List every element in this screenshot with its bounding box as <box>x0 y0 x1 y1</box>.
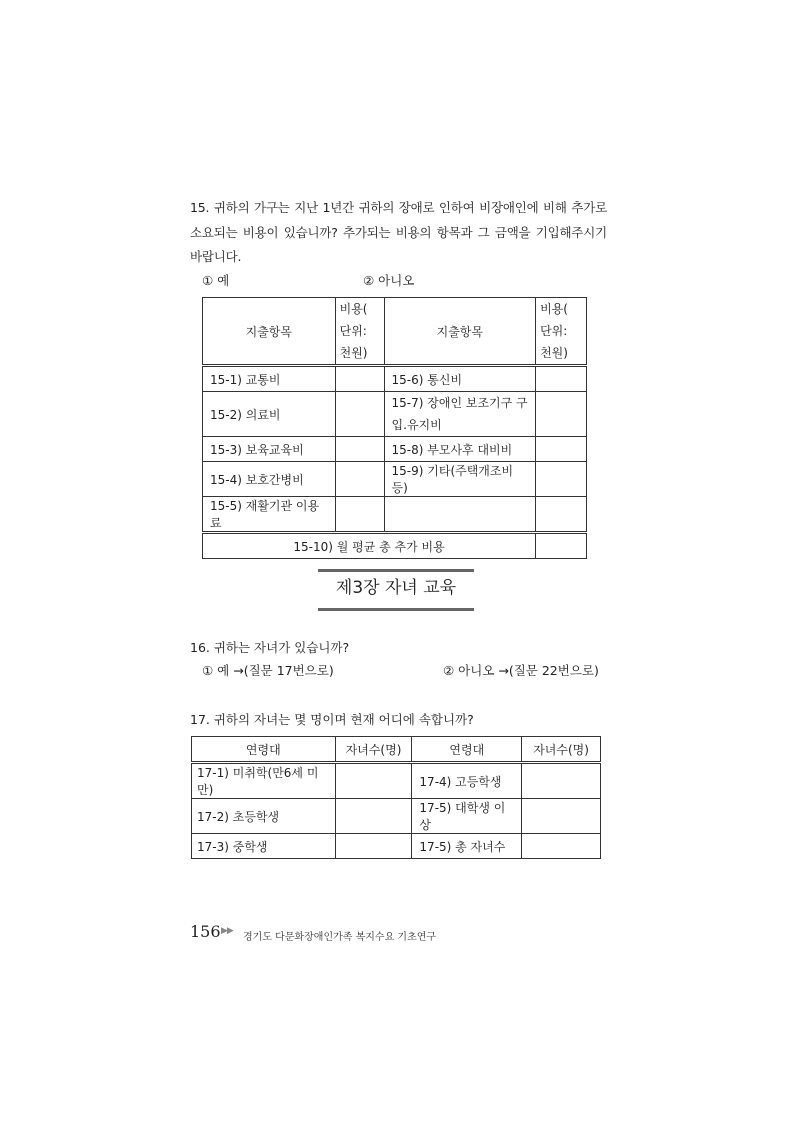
question-16-text: 16. 귀하는 자녀가 있습니까? <box>190 640 350 655</box>
column-header-count: 자녀수(명) <box>522 737 601 763</box>
age-group-label: 17-3) 중학생 <box>192 834 336 859</box>
q15-option-no[interactable]: ② 아니오 <box>363 273 415 288</box>
page-number: 156 <box>190 922 221 941</box>
count-input-cell[interactable] <box>335 799 412 834</box>
age-group-label: 17-1) 미취학(만6세 미만) <box>192 763 336 799</box>
column-header-count: 자녀수(명) <box>335 737 412 763</box>
column-header-cost: 비용( 단위: 천원) <box>335 298 384 366</box>
count-input-cell[interactable] <box>335 834 412 859</box>
column-header-age: 연령대 <box>412 737 522 763</box>
cost-input-cell[interactable] <box>536 437 587 462</box>
count-input-cell[interactable] <box>335 763 412 799</box>
table-row <box>192 834 601 859</box>
count-input-cell[interactable] <box>522 834 601 859</box>
table-row <box>192 799 601 834</box>
expense-item-label: 15-3) 보육교육비 <box>203 437 336 462</box>
total-label: 15-10) 월 평균 총 추가 비용 <box>203 533 536 559</box>
column-header-item: 지출항목 <box>384 298 536 366</box>
table-row <box>203 437 587 462</box>
expense-item-label: 15-4) 보호간병비 <box>203 462 336 497</box>
table-header-row <box>192 737 601 763</box>
expense-item-label: 15-9) 기타(주택개조비 등) <box>384 462 536 497</box>
q16-option-yes[interactable]: ① 예 →(질문 17번으로) <box>202 663 334 678</box>
footer-book-title: 경기도 다문화장애인가족 복지수요 기초연구 <box>243 932 437 943</box>
column-header-age: 연령대 <box>192 737 336 763</box>
table-total-row <box>203 533 587 559</box>
count-input-cell[interactable] <box>522 763 601 799</box>
expense-item-label: 15-2) 의료비 <box>203 392 336 437</box>
column-header-cost: 비용( 단위: 천원) <box>536 298 587 366</box>
table-row <box>203 392 587 437</box>
age-group-label: 17-5) 대학생 이상 <box>412 799 522 834</box>
column-header-item: 지출항목 <box>203 298 336 366</box>
table-row <box>203 462 587 497</box>
q15-option-yes[interactable]: ① 예 <box>202 273 230 288</box>
cost-input-cell[interactable] <box>536 497 587 533</box>
chapter-title: 제3장 자녀 교육 <box>318 569 474 611</box>
cost-input-cell[interactable] <box>536 366 587 392</box>
table-row <box>192 763 601 799</box>
expense-item-label: 15-7) 장애인 보조기구 구입.유지비 <box>384 392 536 437</box>
cost-input-cell[interactable] <box>335 437 384 462</box>
cost-input-cell[interactable] <box>536 462 587 497</box>
cost-input-cell[interactable] <box>335 497 384 533</box>
cost-input-cell[interactable] <box>335 392 384 437</box>
table-header-row <box>203 298 587 366</box>
question-15-text: 15. 귀하의 가구는 지난 1년간 귀하의 장애로 인하여 비장애인에 비해 추가로 소요되는 비용이 있습니까? 추가되는 비용의 항목과 그 금액을 기입해주시기 바랍니다. <box>190 200 607 264</box>
expense-item-label: 15-6) 통신비 <box>384 366 536 392</box>
age-group-label: 17-5) 총 자녀수 <box>412 834 522 859</box>
cost-input-cell[interactable] <box>335 366 384 392</box>
q15-expense-table <box>202 297 587 559</box>
cost-input-cell[interactable] <box>536 392 587 437</box>
expense-item-label: 15-8) 부모사후 대비비 <box>384 437 536 462</box>
table-row <box>203 497 587 533</box>
q16-option-no[interactable]: ② 아니오 →(질문 22번으로) <box>443 663 599 678</box>
double-arrow-icon: ▶▶ <box>221 926 233 936</box>
table-row <box>203 366 587 392</box>
question-17-text: 17. 귀하의 자녀는 몇 명이며 현재 어디에 속합니까? <box>190 712 474 727</box>
expense-item-label: 15-1) 교통비 <box>203 366 336 392</box>
cost-input-cell[interactable] <box>335 462 384 497</box>
expense-item-label: 15-5) 재활기관 이용료 <box>203 497 336 533</box>
count-input-cell[interactable] <box>522 799 601 834</box>
q17-children-table <box>191 736 601 859</box>
age-group-label: 17-4) 고등학생 <box>412 763 522 799</box>
age-group-label: 17-2) 초등학생 <box>192 799 336 834</box>
total-cost-input-cell[interactable] <box>536 533 587 559</box>
expense-item-label <box>384 497 536 533</box>
